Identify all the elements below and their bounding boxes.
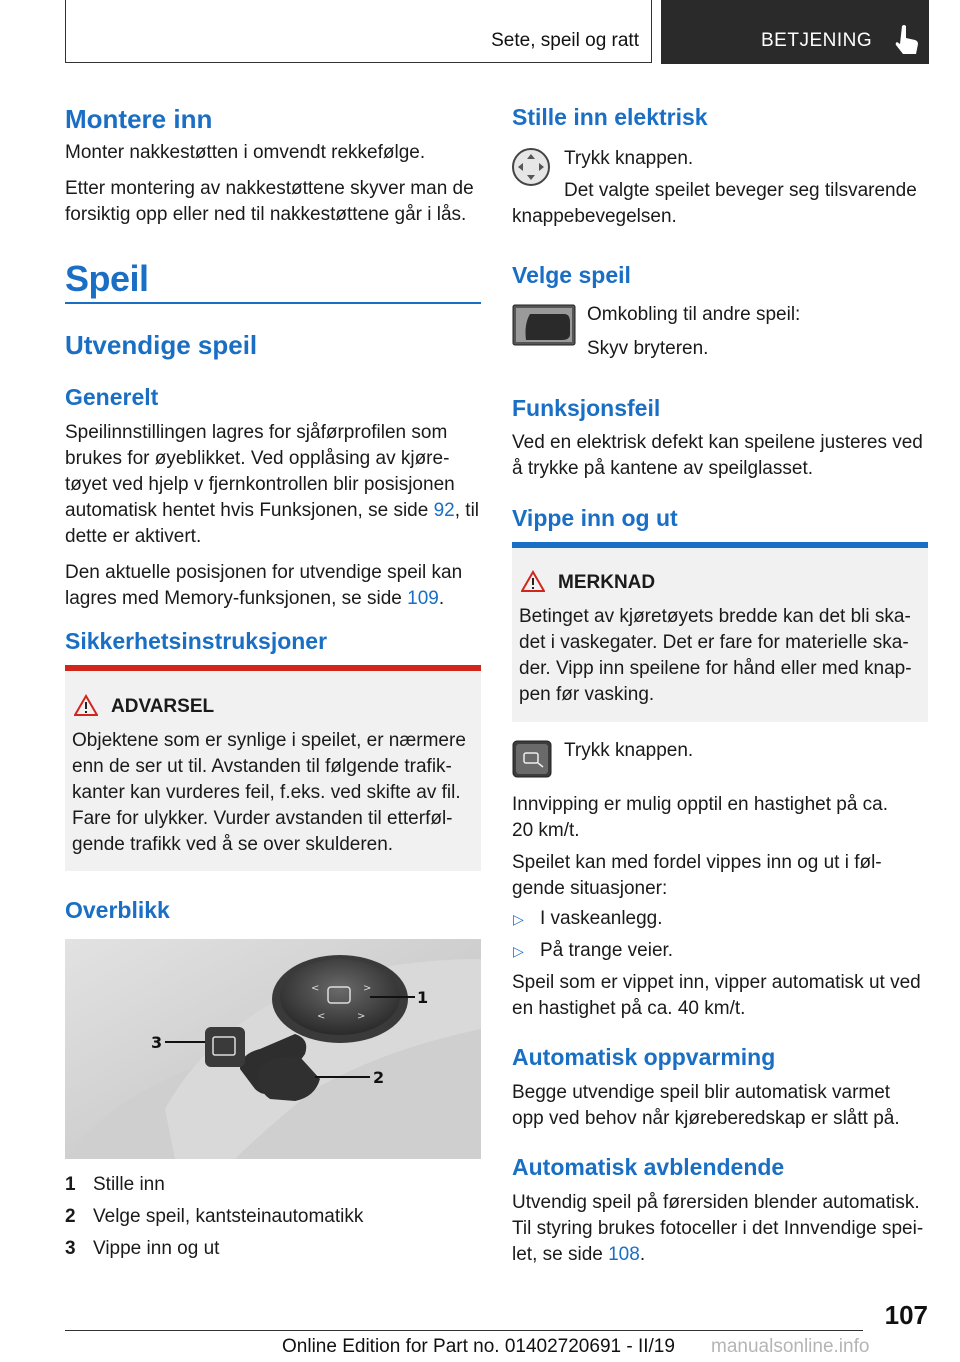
oppvarming-title: Automatisk oppvarming xyxy=(512,1044,776,1070)
page-link-92[interactable]: 92 xyxy=(433,500,455,521)
funksjon-line-1: Ved en elektrisk defekt kan speilene justeres ved xyxy=(512,432,923,453)
mirror-controls-illustration xyxy=(65,939,481,1159)
mirror-selector-switch-icon xyxy=(512,304,576,346)
page-number: 107 xyxy=(884,1300,928,1330)
vippe-text-1: Trykk knappen. xyxy=(564,740,694,761)
stille-title: Stille inn elektrisk xyxy=(512,104,708,130)
memory-line-2-text: lagres med Memory-funksjonen, se side xyxy=(65,588,408,609)
bullet-item-1: I vaskeanlegg. xyxy=(540,908,663,929)
svg-text:>: > xyxy=(357,1011,366,1022)
callout-3: 3 xyxy=(151,1033,163,1052)
warning-line-5: gende trafikk ved å se over skulderen. xyxy=(72,834,394,855)
hand-pointer-icon xyxy=(893,24,921,56)
vippe-text-3b: gende situasjoner: xyxy=(512,878,668,899)
avblend-line-3-end: . xyxy=(639,1244,646,1265)
page-header xyxy=(65,0,929,64)
montere-title: Montere inn xyxy=(65,104,213,134)
watermark: manualsonline.info xyxy=(711,1336,870,1357)
legend-num-1: 1 xyxy=(65,1174,76,1195)
bullet-item-2: På trange veier. xyxy=(540,940,674,961)
oppvarming-line-2: opp ved behov når kjøreberedskap er slått på. xyxy=(512,1108,900,1129)
avblend-line-3 xyxy=(512,1242,645,1268)
utvendige-title: Utvendige speil xyxy=(65,330,258,360)
warning-line-1: Objektene som er synlige i speilet, er nærmere xyxy=(72,730,466,751)
legend-text-2: Velge speil, kantsteinautomatikk xyxy=(93,1206,364,1227)
overblikk-title: Overblikk xyxy=(65,897,170,923)
stille-text-2b: knappebevegelsen. xyxy=(512,206,677,227)
funksjon-line-2: å trykke på kantene av speilglasset. xyxy=(512,458,814,479)
speil-title: Speil xyxy=(65,258,149,299)
stille-text-1: Trykk knappen. xyxy=(564,148,694,169)
memory-line-2 xyxy=(65,586,444,612)
header-section-box xyxy=(661,0,929,64)
section-title: BETJENING xyxy=(761,30,873,51)
warning-line-4: Fare for ulykker. Vurder avstanden til etterføl- xyxy=(72,808,453,829)
generelt-line-4 xyxy=(65,498,479,524)
warning-line-3: kanter kan vurderes feil, f.eks. ved skifte av fil. xyxy=(72,782,461,803)
montere-text-2b: forsiktig opp eller ned til nakkestøttene går i lås. xyxy=(65,204,467,225)
vippe-title: Vippe inn og ut xyxy=(512,505,678,531)
oppvarming-line-1: Begge utvendige speil blir automatisk varmet xyxy=(512,1082,891,1103)
mirror-adjust-button-icon xyxy=(512,148,550,186)
vippe-text-4a: Speil som er vippet inn, vipper automatisk ut ved xyxy=(512,972,921,993)
generelt-title: Generelt xyxy=(65,384,159,410)
velge-title: Velge speil xyxy=(512,262,631,288)
breadcrumb: Sete, speil og ratt xyxy=(491,30,639,51)
bullet-triangle-icon: ▷ xyxy=(513,911,524,927)
legend-text-3: Vippe inn og ut xyxy=(93,1238,220,1259)
note-line-1: Betinget av kjøretøyets bredde kan det bli ska- xyxy=(519,606,911,627)
svg-text:>: > xyxy=(363,983,372,994)
legend-num-2: 2 xyxy=(65,1206,76,1227)
generelt-line-4-end: , til xyxy=(454,500,480,521)
warning-line-2: enn de ser ut til. Avstanden til følgende trafik- xyxy=(72,756,452,777)
generelt-line-1: Speilinnstillingen lagres for sjåførprofilen som xyxy=(65,422,448,443)
svg-text:<: < xyxy=(317,1011,326,1022)
avblend-line-1: Utvendig speil på førersiden blender automatisk. xyxy=(512,1192,920,1213)
legend-text-1: Stille inn xyxy=(93,1174,165,1195)
vippe-text-2a: Innvipping er mulig opptil en hastighet på ca. xyxy=(512,794,889,815)
velge-text-1: Omkobling til andre speil: xyxy=(587,304,801,325)
funksjon-title: Funksjonsfeil xyxy=(512,395,661,421)
vippe-text-3a: Speilet kan med fordel vippes inn og ut i føl- xyxy=(512,852,882,873)
montere-text-2a: Etter montering av nakkestøttene skyver man de xyxy=(65,178,474,199)
generelt-line-5: dette er aktivert. xyxy=(65,526,202,547)
note-line-3: der. Vipp inn speilene for hånd eller med knap- xyxy=(519,658,912,679)
avblend-line-2: Til styring brukes fotoceller i det Innvendige spei- xyxy=(512,1218,924,1239)
generelt-line-4-text: automatisk hentet hvis Funksjonen, se side xyxy=(65,500,434,521)
fold-mirror-button-icon xyxy=(512,740,552,778)
page-link-109[interactable]: 109 xyxy=(407,588,439,609)
edition-text: Online Edition for Part no. 01402720691 - II/19 xyxy=(282,1336,675,1357)
warning-triangle-icon xyxy=(74,694,98,716)
bullet-triangle-icon: ▷ xyxy=(513,943,524,959)
sikkerhet-title: Sikkerhetsinstruksjoner xyxy=(65,628,328,654)
memory-line-2-end: . xyxy=(438,588,445,609)
avblend-line-3-text: let, se side xyxy=(512,1244,609,1265)
stille-text-2a: Det valgte speilet beveger seg tilsvarende xyxy=(564,180,917,201)
svg-text:<: < xyxy=(311,983,320,994)
generelt-line-2: brukes for øyeblikket. Ved opplåsing av kjøre- xyxy=(65,448,450,469)
velge-text-2: Skyv bryteren. xyxy=(587,338,709,359)
header-breadcrumb-box xyxy=(65,0,652,63)
note-line-4: pen før vasking. xyxy=(519,684,655,705)
avblend-title: Automatisk avblendende xyxy=(512,1154,785,1180)
page-link-108[interactable]: 108 xyxy=(608,1244,640,1265)
note-line-2: det i vaskegater. Det er fare for materielle ska- xyxy=(519,632,909,653)
footer-rule xyxy=(65,1330,863,1331)
title-rule xyxy=(65,302,481,304)
generelt-line-3: tøyet ved hjelp v fjernkontrollen blir posisjonen xyxy=(65,474,455,495)
note-triangle-icon xyxy=(521,570,545,592)
montere-text-1: Monter nakkestøtten i omvendt rekkefølge. xyxy=(65,142,426,163)
warning-label: ADVARSEL xyxy=(111,696,215,717)
legend-num-3: 3 xyxy=(65,1238,76,1259)
memory-line-1: Den aktuelle posisjonen for utvendige speil kan xyxy=(65,562,463,583)
callout-2: 2 xyxy=(373,1068,385,1087)
vippe-text-4b: en hastighet på ca. 40 km/t. xyxy=(512,998,746,1019)
vippe-text-2b: 20 km/t. xyxy=(512,820,580,841)
note-label: MERKNAD xyxy=(558,572,656,593)
callout-1: 1 xyxy=(417,988,429,1007)
